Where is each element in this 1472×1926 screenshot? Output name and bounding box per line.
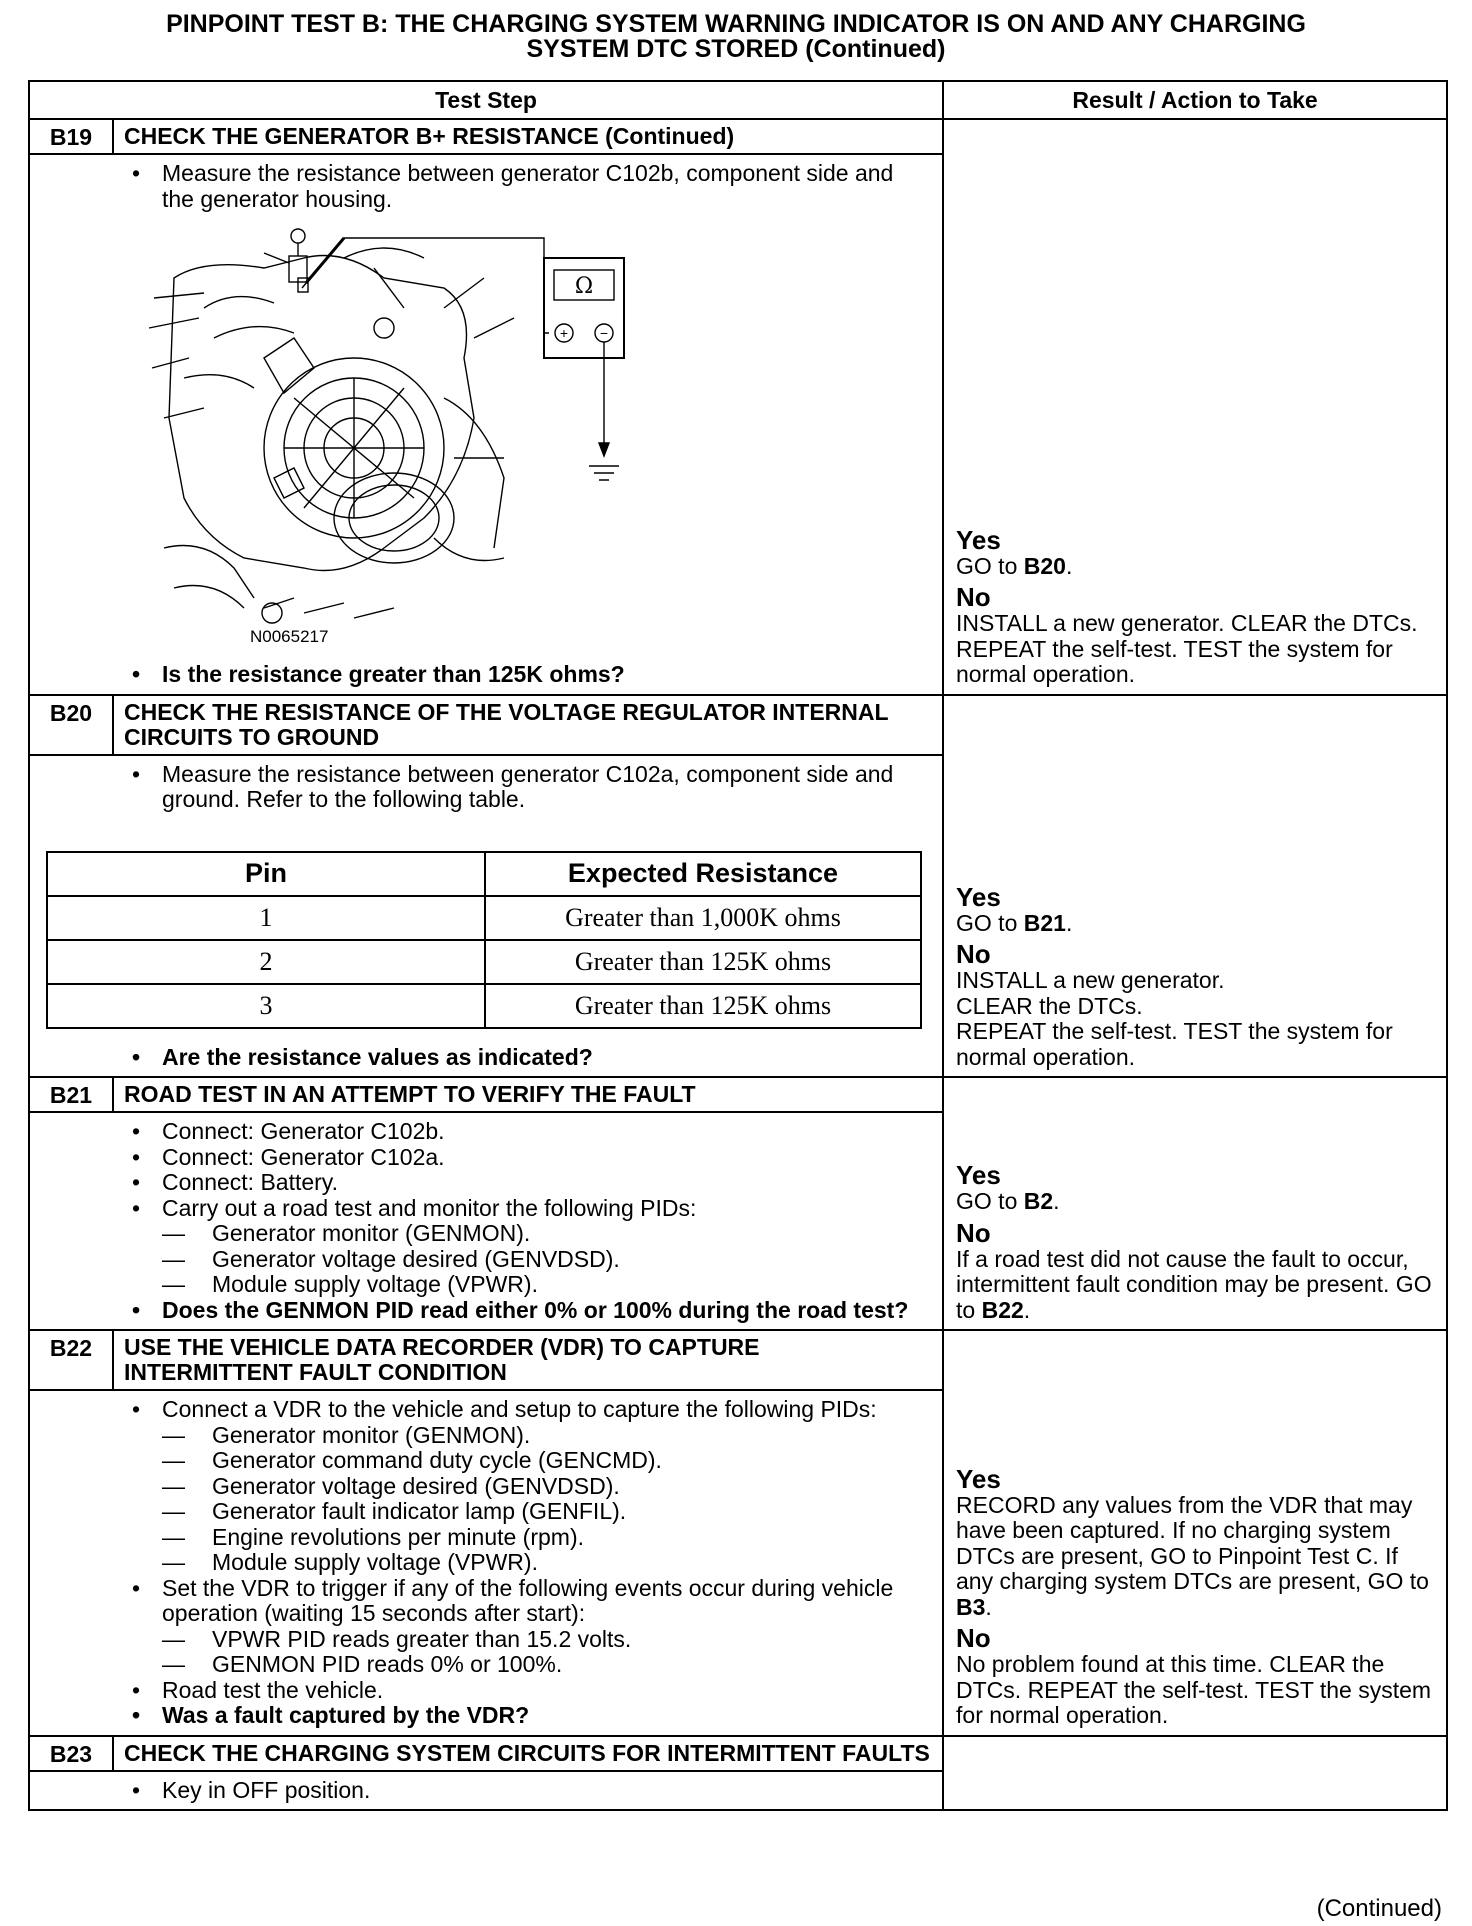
step-id: B19 — [29, 119, 113, 154]
instruction-item: • Set the VDR to trigger if any of the following events occur during vehicle operation (waiting 15 seconds after start): — VPWR PID reads greater than 15.2 volts. — GENMON PID reads 0% or 100%. — [124, 1576, 922, 1678]
instruction-item: • Connect: Battery. — [124, 1170, 922, 1196]
title-line-1: PINPOINT TEST B: THE CHARGING SYSTEM WARNING INDICATOR IS ON AND ANY CHARGING — [166, 10, 1306, 38]
step-body-b19 — [29, 154, 943, 695]
generator-illustration — [144, 218, 744, 658]
expected-resistance-table — [46, 851, 922, 1029]
no-label: No — [956, 1217, 991, 1248]
step-body-b21 — [29, 1112, 943, 1330]
result-cell-b20 — [943, 695, 1447, 1078]
step-row-b23 — [29, 1736, 1447, 1771]
step-title: CHECK THE RESISTANCE OF THE VOLTAGE REGULATOR INTERNAL CIRCUITS TO GROUND — [113, 695, 943, 755]
no-action: If a road test did not cause the fault to occur, intermittent fault condition may be present. GO to B22. — [956, 1245, 1432, 1323]
resistance-header: Expected Resistance — [485, 852, 921, 896]
page-title — [28, 12, 1444, 62]
instruction-item: • Measure the resistance between generator C102a, component side and ground. Refer to the following table. — [124, 762, 922, 813]
instruction-item: • Measure the resistance between generator C102b, component side and the generator housing. — [124, 161, 922, 212]
yes-action: GO to B2. — [956, 1188, 1060, 1214]
result-cell-b21 — [943, 1077, 1447, 1330]
question-item: • Are the resistance values as indicated? — [124, 1045, 922, 1071]
question-item: • Was a fault captured by the VDR? — [124, 1703, 922, 1729]
pin-cell: 1 — [47, 896, 485, 940]
column-header-result: Result / Action to Take — [943, 81, 1447, 119]
step-title: ROAD TEST IN AN ATTEMPT TO VERIFY THE FAULT — [113, 1077, 943, 1112]
instruction-item: • Road test the vehicle. — [124, 1678, 922, 1704]
resistance-cell: Greater than 125K ohms — [485, 984, 921, 1028]
table-row — [47, 896, 921, 940]
question-item: • Does the GENMON PID read either 0% or 100% during the road test? — [124, 1298, 922, 1324]
meter-minus: − — [599, 325, 609, 341]
pid-item: — Generator monitor (GENMON). — [162, 1423, 922, 1449]
step-row-b22 — [29, 1330, 1447, 1390]
resistance-cell: Greater than 125K ohms — [485, 940, 921, 984]
yes-label: Yes — [956, 881, 1001, 912]
no-action: INSTALL a new generator. CLEAR the DTCs. REPEAT the self-test. TEST the system for normal operation. — [956, 610, 1418, 687]
result-cell-b23 — [943, 1736, 1447, 1811]
no-action-line: REPEAT the self-test. TEST the system for normal operation. — [956, 1018, 1393, 1070]
table-row — [47, 940, 921, 984]
goto-link[interactable]: B2 — [1023, 1188, 1054, 1214]
goto-link[interactable]: B21 — [1023, 909, 1066, 936]
goto-link[interactable]: B20 — [1023, 552, 1066, 579]
goto-link[interactable]: B22 — [981, 1296, 1024, 1323]
pin-header: Pin — [47, 852, 485, 896]
no-label: No — [956, 582, 991, 612]
pid-item: — Module supply voltage (VPWR). — [162, 1550, 922, 1576]
step-id: B22 — [29, 1330, 113, 1390]
step-title: CHECK THE CHARGING SYSTEM CIRCUITS FOR INTERMITTENT FAULTS — [113, 1736, 943, 1771]
no-action-line: CLEAR the DTCs. — [956, 992, 1143, 1019]
pid-item: — Generator voltage desired (GENVDSD). — [162, 1474, 922, 1500]
trigger-item: — GENMON PID reads 0% or 100%. — [162, 1652, 922, 1678]
pinpoint-test-table — [28, 80, 1448, 1811]
pid-item: — Engine revolutions per minute (rpm). — [162, 1525, 922, 1551]
yes-action: RECORD any values from the VDR that may have been captured. If no charging system DTCs are present, GO to Pinpoint Test C. If any charging system DTCs are present, GO to B3. — [956, 1491, 1429, 1620]
step-row-b19 — [29, 119, 1447, 154]
ohm-symbol: Ω — [574, 274, 594, 299]
no-label: No — [956, 1623, 991, 1653]
instruction-item: • Key in OFF position. — [124, 1778, 922, 1804]
result-cell-b19 — [943, 119, 1447, 695]
goto-link[interactable]: B3 — [956, 1593, 986, 1620]
question-item: • Is the resistance greater than 125K ohms? — [124, 662, 922, 688]
no-action-line: INSTALL a new generator. — [956, 967, 1225, 993]
pid-item: — Generator monitor (GENMON). — [162, 1221, 922, 1247]
pin-cell: 3 — [47, 984, 485, 1028]
pin-cell: 2 — [47, 940, 485, 984]
resistance-cell: Greater than 1,000K ohms — [485, 896, 921, 940]
generator-figure — [124, 212, 922, 662]
step-row-b21 — [29, 1077, 1447, 1112]
instruction-item: • Connect a VDR to the vehicle and setup to capture the following PIDs: — Generator monitor (GENMON). — Generator command duty cycle (GENCMD). — Generator voltage desired (GENVDSD). — Generator fault indicator lamp (GENFIL). — Engine revolutions per minute (rpm). — Module supply voltage (VPWR). — [124, 1397, 922, 1576]
yes-label: Yes — [956, 1463, 1001, 1494]
pid-item: — Generator fault indicator lamp (GENFIL). — [162, 1499, 922, 1525]
step-id: B21 — [29, 1077, 113, 1112]
step-id: B20 — [29, 695, 113, 755]
pid-item: — Module supply voltage (VPWR). — [162, 1272, 922, 1298]
yes-action: GO to B20. — [956, 552, 1073, 579]
step-body-b23 — [29, 1771, 943, 1811]
yes-label: Yes — [956, 1160, 1001, 1190]
step-title: CHECK THE GENERATOR B+ RESISTANCE (Continued) — [113, 119, 943, 154]
no-label: No — [956, 939, 991, 969]
pid-item: — Generator command duty cycle (GENCMD). — [162, 1448, 922, 1474]
pid-item: — Generator voltage desired (GENVDSD). — [162, 1247, 922, 1273]
column-header-test-step: Test Step — [29, 81, 943, 119]
step-body-b20 — [29, 755, 943, 1078]
table-row — [47, 984, 921, 1028]
result-cell-b22 — [943, 1330, 1447, 1736]
continued-label: (Continued) — [1316, 1895, 1442, 1922]
step-row-b20 — [29, 695, 1447, 755]
instruction-item: • Carry out a road test and monitor the following PIDs: — Generator monitor (GENMON). — Generator voltage desired (GENVDSD). — Module supply voltage (VPWR). — [124, 1196, 922, 1298]
trigger-item: — VPWR PID reads greater than 15.2 volts. — [162, 1627, 922, 1653]
step-body-b22 — [29, 1390, 943, 1736]
instruction-item: • Connect: Generator C102b. — [124, 1119, 922, 1145]
yes-action: GO to B21. — [956, 909, 1073, 936]
step-title: USE THE VEHICLE DATA RECORDER (VDR) TO CAPTURE INTERMITTENT FAULT CONDITION — [113, 1330, 943, 1390]
no-action: No problem found at this time. CLEAR the DTCs. REPEAT the self-test. TEST the system for normal operation. — [956, 1651, 1432, 1728]
instruction-item: • Connect: Generator C102a. — [124, 1145, 922, 1171]
yes-label: Yes — [956, 524, 1001, 555]
title-line-2: SYSTEM DTC STORED (Continued) — [526, 35, 946, 63]
figure-code: N0065217 — [250, 627, 329, 646]
step-id: B23 — [29, 1736, 113, 1771]
meter-plus: + — [559, 325, 569, 341]
